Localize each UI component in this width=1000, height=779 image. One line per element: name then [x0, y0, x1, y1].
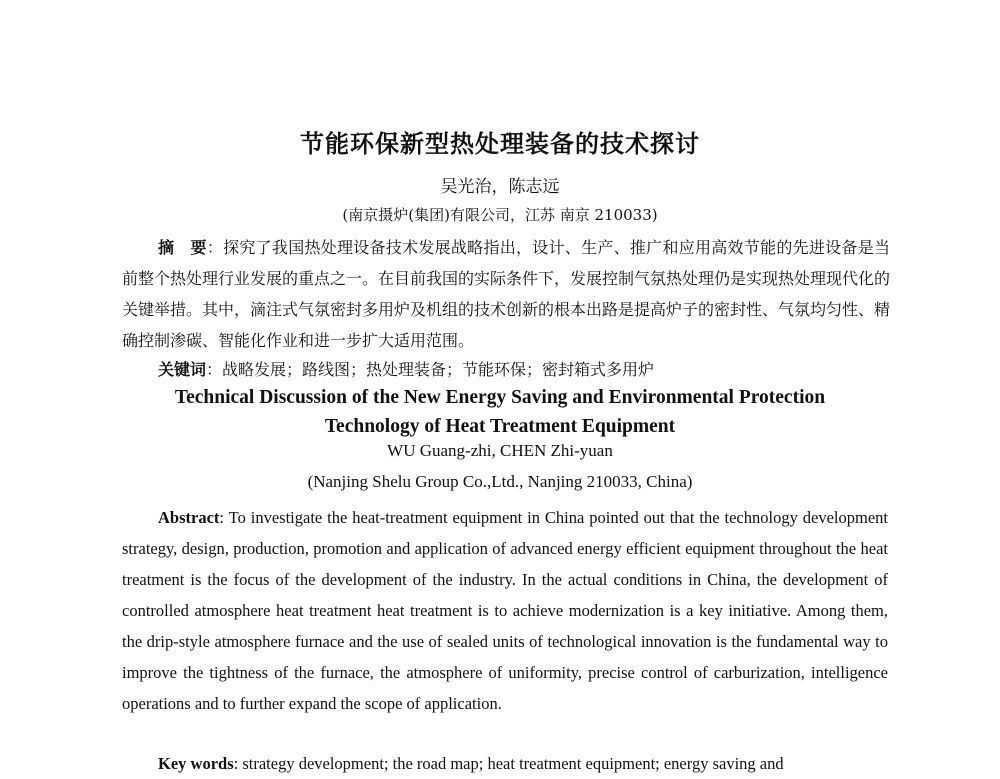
chinese-keywords-text: ：战略发展；路线图；热处理装备；节能环保；密封箱式多用炉	[206, 360, 655, 379]
english-title	[0, 383, 1000, 441]
chinese-authors: 吴光治，陈志远	[440, 177, 560, 197]
english-abstract	[122, 502, 888, 719]
chinese-abstract-text: ：探究了我国热处理设备技术发展战略指出，设计、生产、推广和应用高效节能的先进设备是当前整个热处理行业发展的重点之一。在目前我国的实际条件下，发展控制气氛热处理仍是实现热处理现代化的关键举措。其中，滴注式气氛密封多用炉及机组的技术创新的根本出路是提高炉子的密封性、气氛均匀性、精确控制渗碳、智能化作业和进一步扩大适用范围。	[122, 238, 891, 350]
english-affiliation: (Nanjing Shelu Group Co.,Ltd., Nanjing 210033, China)	[307, 472, 693, 491]
english-keywords	[122, 748, 888, 779]
english-keywords-label: Key words	[158, 754, 234, 773]
chinese-affiliation: (南京摄炉(集团)有限公司，江苏 南京 210033)	[342, 206, 658, 224]
english-title-line-2: Technology of Heat Treatment Equipment	[324, 416, 676, 437]
chinese-keywords-label: 关键词	[158, 360, 207, 379]
chinese-keywords	[122, 356, 890, 384]
chinese-abstract	[122, 232, 890, 356]
english-keywords-text: : strategy development; the road map; heat treatment equipment; energy saving and	[233, 754, 784, 773]
english-authors: WU Guang-zhi, CHEN Zhi-yuan	[387, 441, 613, 460]
english-abstract-text: : To investigate the heat-treatment equipment in China pointed out that the technology development strategy, design, production, promotion and application of advanced energy efficient equipment throughout the heat treatment is the focus of the development of the industry. In the actual conditions in China, the development of controlled atmosphere heat treatment heat treatment is to achieve modernization is a key initiative. Among them, the drip-style atmosphere furnace and the use of sealed units of technological innovation is the fundamental way to improve the tightness of the furnace, the atmosphere of uniformity, precise control of carburization, intelligence operations and to further expand the scope of application.	[122, 508, 888, 713]
english-title-line-1: Technical Discussion of the New Energy Saving and Environmental Protection	[174, 387, 826, 408]
chinese-title: 节能环保新型热处理装备的技术探讨	[300, 129, 700, 158]
english-abstract-label: Abstract	[158, 508, 220, 527]
chinese-abstract-label: 摘 要	[158, 238, 207, 257]
